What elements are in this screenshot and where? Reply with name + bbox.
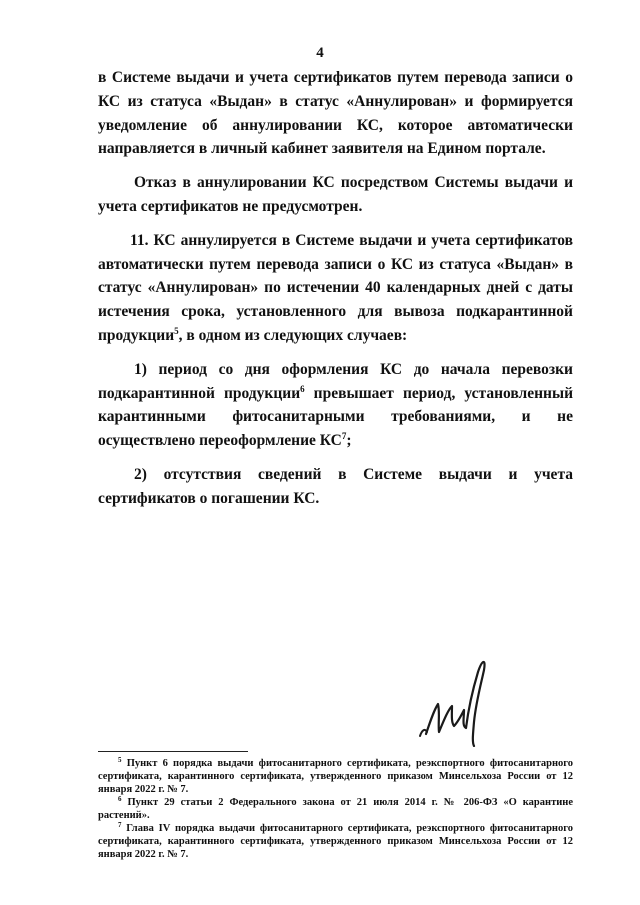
footnote-ref-7: 7 [341,431,347,442]
paragraph-text: ; [346,432,352,450]
paragraph-text: 1) период со дня оформления КС до начала перевозки подкарантинной продукции [98,360,573,402]
footnote-mark: 7 [118,821,122,829]
footnote-text: Глава IV порядка выдачи фитосанитарного сертификата, реэкспортного фитосанитарного сертификата, карантинного сертификата, утвержденного приказом Минсельхоза России от 12 января 2022 г. № 7. [98,823,573,860]
footnote-mark: 6 [118,795,122,803]
footnote-ref-5: 5 [174,325,179,336]
footnote-divider [98,751,248,752]
paragraph-item-11 [98,229,573,348]
paragraph-text: Отказ в аннулировании КС посредством Системы выдачи и учета сертификатов не предусмотрен. [98,174,573,215]
handwritten-signature [418,652,498,747]
footnotes [98,757,573,861]
footnote-5 [98,757,573,796]
paragraph-text: 2) отсутствия сведений в Системе выдачи и учета сертификатов о погашении КС. [98,465,573,507]
paragraph-refusal [98,171,573,219]
page-number: 4 [316,45,324,61]
footnote-6 [98,796,573,822]
paragraph-case-1 [98,358,573,453]
footnote-7 [98,822,573,861]
footnote-mark: 5 [118,756,122,764]
footnote-text: Пункт 6 порядка выдачи фитосанитарного сертификата, реэкспортного фитосанитарного сертификата, карантинного сертификата, утвержденного приказом Минсельхоза России от 12 января 2022 г. № 7. [98,758,573,795]
paragraph-continuation [98,66,573,161]
document-body [98,66,573,511]
footnote-text: Пункт 29 статьи 2 Федерального закона от 21 июля 2014 г. № 206-ФЗ «О карантине растений». [98,797,573,821]
paragraph-case-2 [98,463,573,511]
paragraph-text: 11. КС аннулируется в Системе выдачи и учета сертификатов автоматически путем перевода записи о КС из статуса «Выдан» в статус «Аннулирован» по истечении 40 календарных дней с даты истечения срока, установленного для вывоза подкарантинной продукции [98,231,573,344]
footnote-ref-6: 6 [300,383,305,394]
paragraph-text: , в одном из следующих случаев: [178,326,408,344]
paragraph-text: в Системе выдачи и учета сертификатов путем перевода записи о КС из статуса «Выдан» в статус «Аннулирован» и формируется уведомление об аннулировании КС, которое автоматически направляется в личный кабинет заявителя на Едином портале. [98,69,573,158]
paragraph-text: превышает период, установленный карантинными фитосанитарными требованиями, и не осуществлено переоформление КС [98,384,574,450]
